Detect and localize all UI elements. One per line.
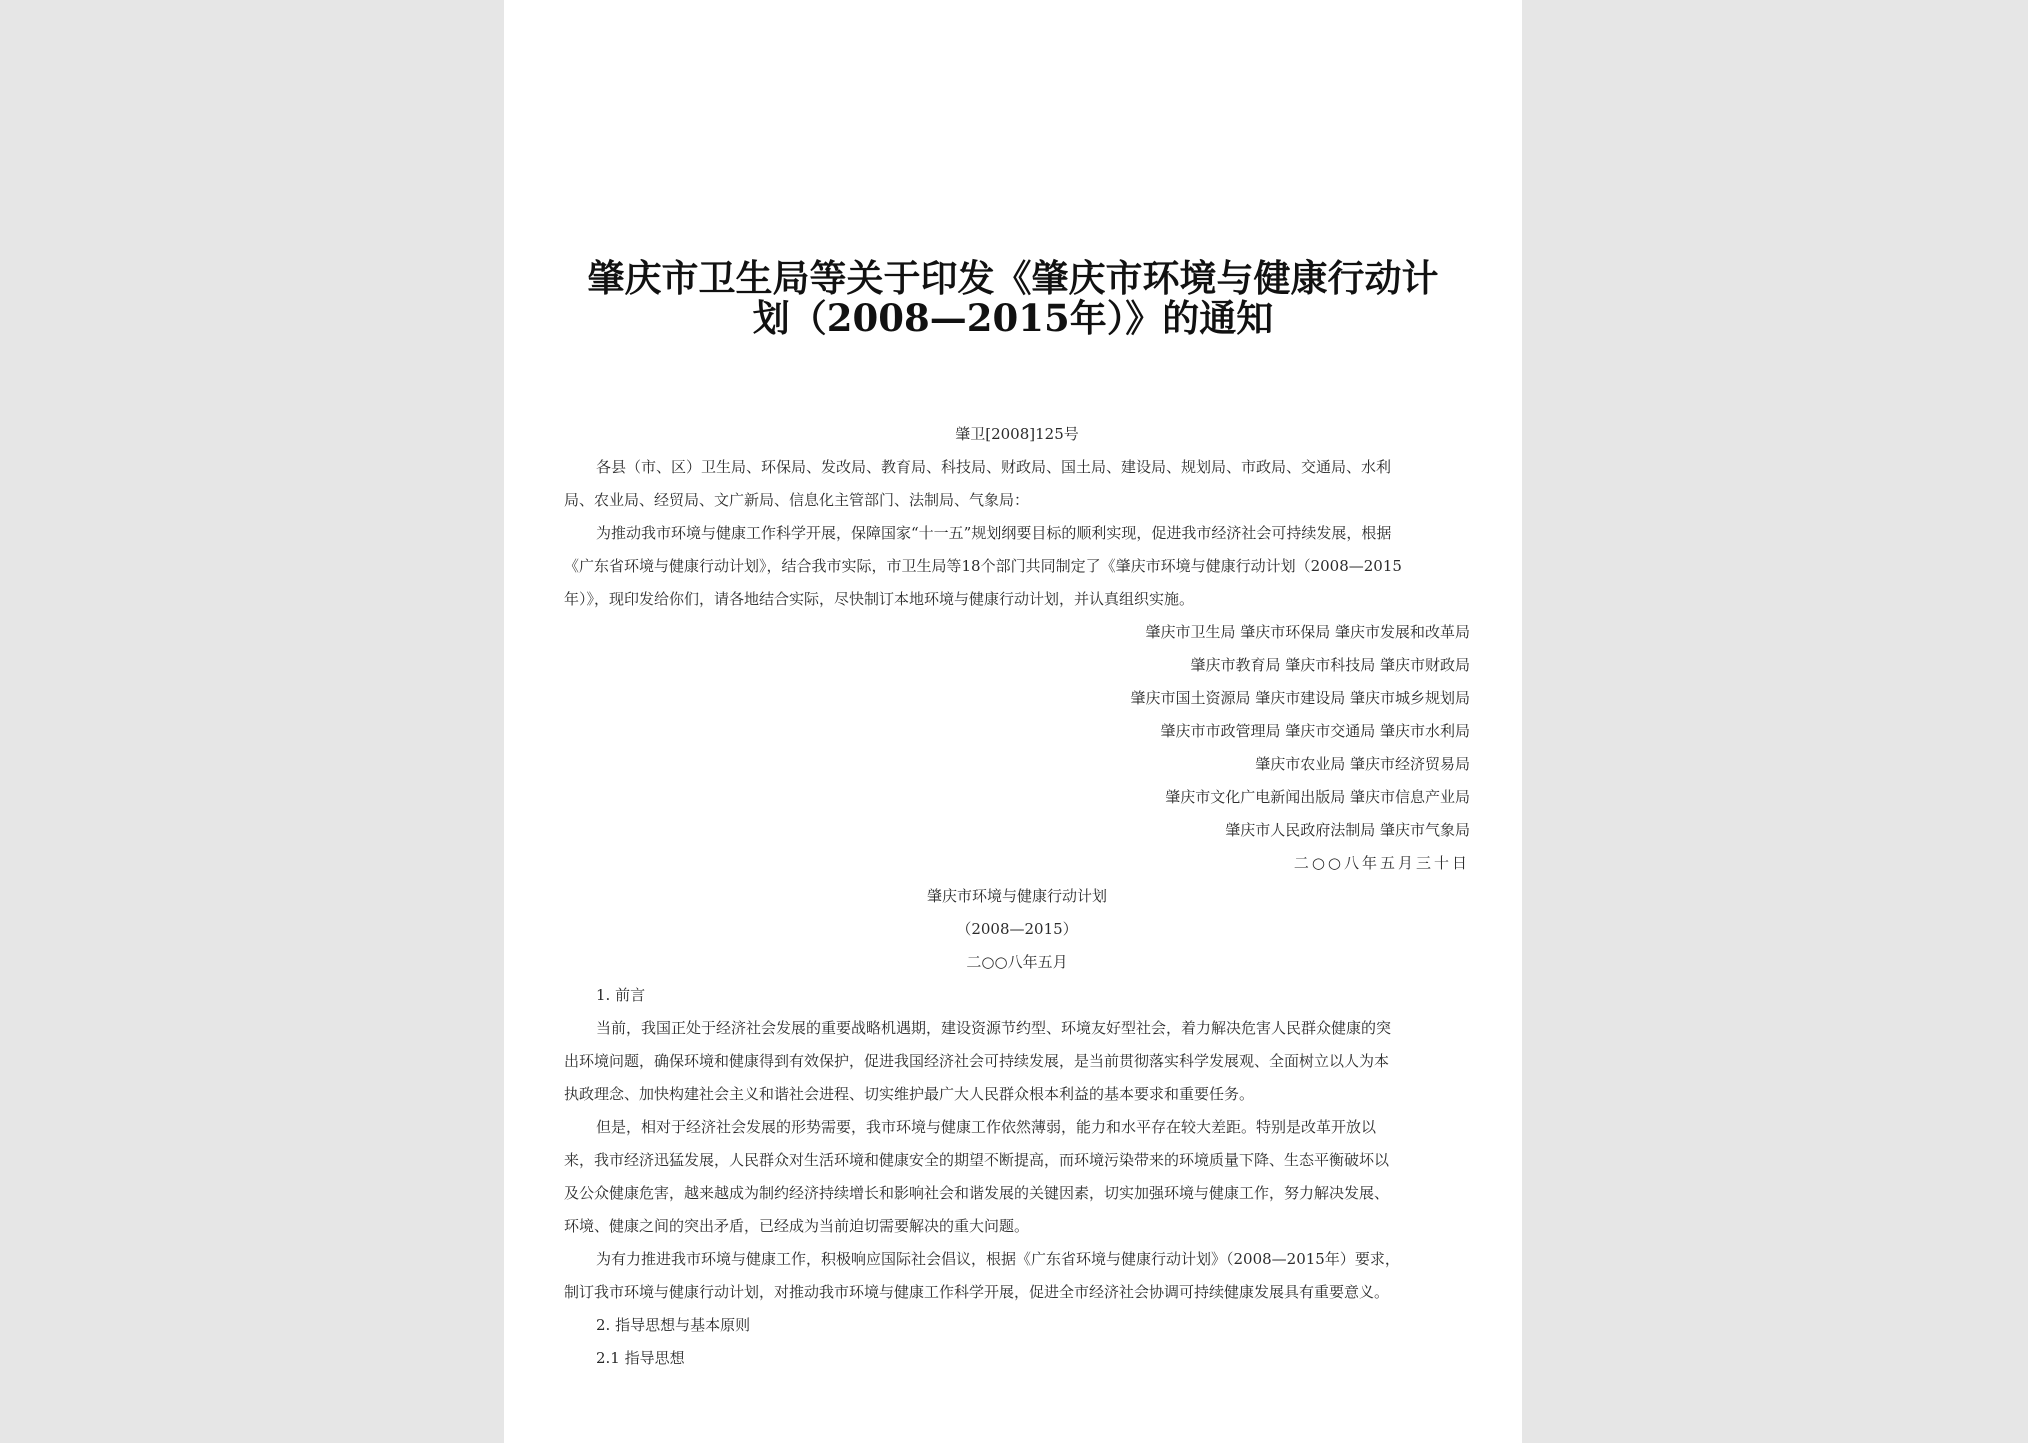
document-page: [504, 0, 1522, 1443]
p3-line-2: 制订我市环境与健康行动计划，对推动我市环境与健康工作科学开展，促进全市经济社会协调可持续健康发展具有重要意义。: [564, 1283, 1390, 1301]
p1-line-3: 执政理念、加快构建社会主义和谐社会进程、切实维护最广大人民群众根本利益的基本要求和重要任务。: [564, 1085, 1255, 1103]
section-heading-2: 2. 指导思想与基本原则: [596, 1316, 751, 1334]
plan-title: 肇庆市环境与健康行动计划: [926, 887, 1107, 905]
doc-number: 肇卫[2008]125号: [955, 425, 1079, 443]
signer-line: 肇庆市市政管理局 肇庆市交通局 肇庆市水利局: [1160, 722, 1470, 740]
p3-line-1: 为有力推进我市环境与健康工作，积极响应国际社会倡议，根据《广东省环境与健康行动计划》（2008—2015年）要求，: [596, 1250, 1400, 1268]
p2-line-4: 环境、健康之间的突出矛盾，已经成为当前迫切需要解决的重大问题。: [564, 1217, 1030, 1235]
preface-paragraph-1: [564, 1012, 1470, 1045]
signer-line: 肇庆市教育局 肇庆市科技局 肇庆市财政局: [1190, 656, 1470, 674]
intro-line-3: 年）》，现印发给你们，请各地结合实际，尽快制订本地环境与健康行动计划，并认真组织实施。: [564, 590, 1195, 608]
title-line-2: 划（2008—2015年）》的通知: [752, 296, 1274, 340]
intro-line-1: 为推动我市环境与健康工作科学开展，保障国家“十一五”规划纲要目标的顺利实现，促进我市经济社会可持续发展，根据: [596, 524, 1392, 542]
plan-date: 二○○八年五月: [966, 953, 1068, 971]
salutation-line-1: 各县（市、区）卫生局、环保局、发改局、教育局、科技局、财政局、国土局、建设局、规划局、市政局、交通局、水利: [596, 458, 1392, 476]
p2-line-3: 及公众健康危害，越来越成为制约经济持续增长和影响社会和谐发展的关键因素，切实加强环境与健康工作，努力解决发展、: [564, 1184, 1390, 1202]
signer-line: 肇庆市人民政府法制局 肇庆市气象局: [1225, 821, 1470, 839]
preface-paragraph-3: [564, 1243, 1470, 1276]
title-line-1: 肇庆市卫生局等关于印发《肇庆市环境与健康行动计: [587, 256, 1439, 300]
p1-line-1: 当前，我国正处于经济社会发展的重要战略机遇期，建设资源节约型、环境友好型社会，着力解决危害人民群众健康的突: [596, 1019, 1392, 1037]
issue-date: 二○○八年五月三十日: [1293, 854, 1470, 872]
salutation: [564, 451, 1470, 484]
p2-line-1: 但是，相对于经济社会发展的形势需要，我市环境与健康工作依然薄弱，能力和水平存在较大差距。特别是改革开放以: [596, 1118, 1377, 1136]
section-heading-preface: 1. 前言: [596, 986, 646, 1004]
section-heading-2-1: 2.1 指导思想: [596, 1349, 685, 1367]
document-body: [564, 418, 1470, 1375]
signer-line: 肇庆市国土资源局 肇庆市建设局 肇庆市城乡规划局: [1130, 689, 1470, 707]
signer-line: 肇庆市农业局 肇庆市经济贸易局: [1255, 755, 1470, 773]
document-title: [504, 258, 1522, 338]
signer-line: 肇庆市文化广电新闻出版局 肇庆市信息产业局: [1165, 788, 1470, 806]
intro-line-2: 《广东省环境与健康行动计划》，结合我市实际，市卫生局等18个部门共同制定了《肇庆市环境与健康行动计划（2008—2015: [564, 557, 1402, 575]
salutation-line-2: 局、农业局、经贸局、文广新局、信息化主管部门、法制局、气象局：: [564, 491, 1030, 509]
intro-paragraph: [564, 517, 1470, 550]
signer-line: 肇庆市卫生局 肇庆市环保局 肇庆市发展和改革局: [1145, 623, 1470, 641]
plan-years: （2008—2015）: [956, 920, 1078, 938]
p2-line-2: 来，我市经济迅猛发展，人民群众对生活环境和健康安全的期望不断提高，而环境污染带来的环境质量下降、生态平衡破坏以: [564, 1151, 1390, 1169]
p1-line-2: 出环境问题，确保环境和健康得到有效保护，促进我国经济社会可持续发展，是当前贯彻落实科学发展观、全面树立以人为本: [564, 1052, 1390, 1070]
preface-paragraph-2: [564, 1111, 1470, 1144]
